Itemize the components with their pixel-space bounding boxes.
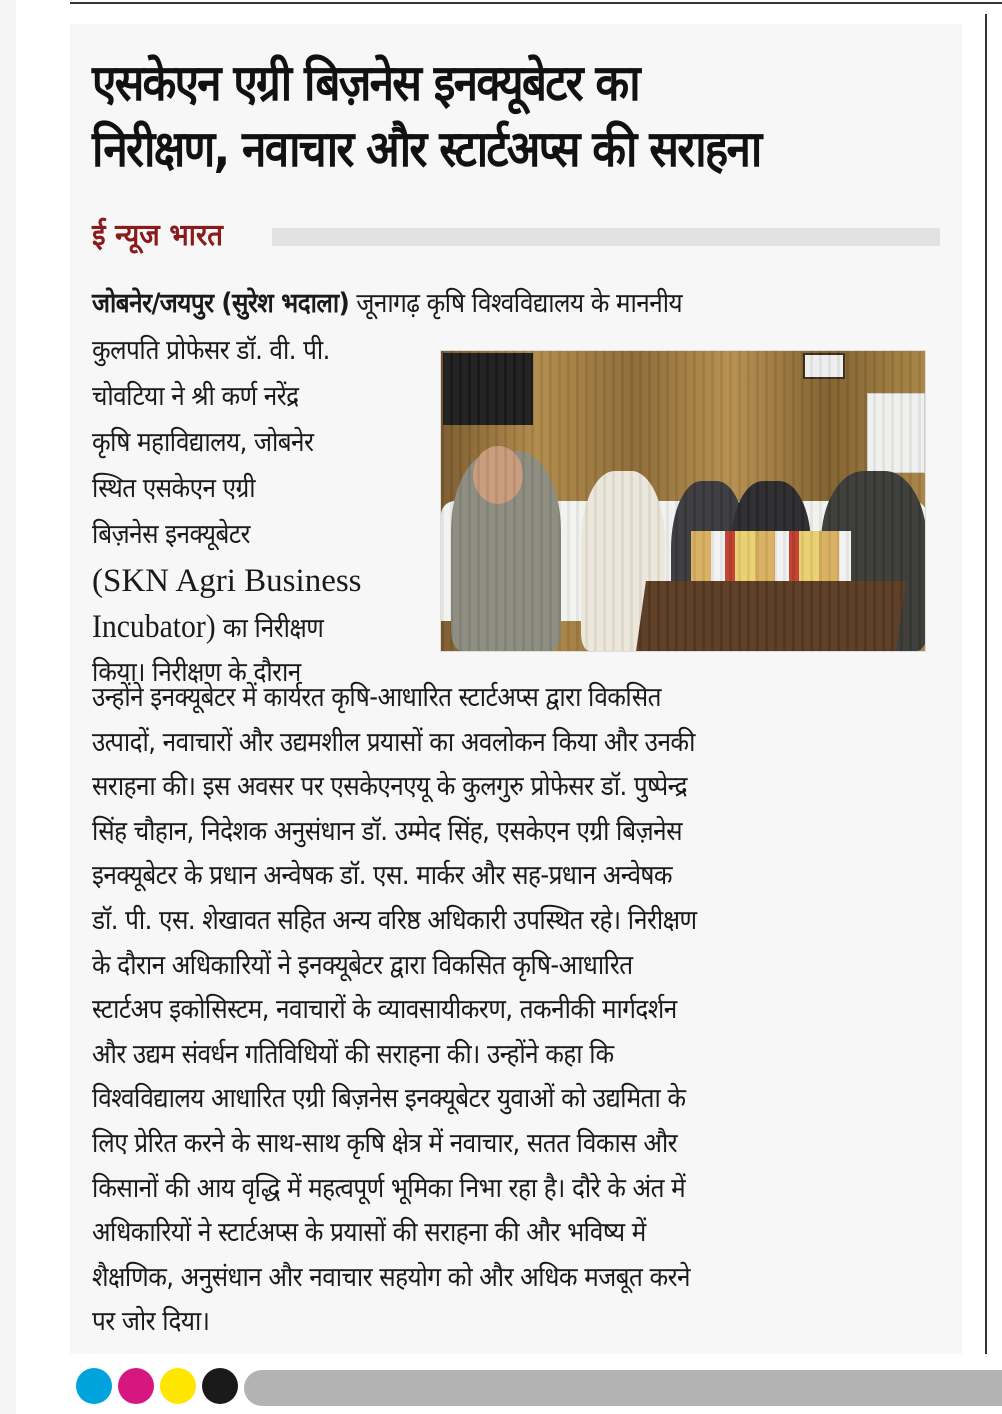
text-line-mixed — [92, 604, 398, 650]
cyan-dot-icon — [76, 1368, 112, 1404]
byline-rule — [272, 228, 940, 246]
column-rule — [985, 14, 987, 1354]
text-line: चोवटिया ने श्री कर्ण नरेंद्र — [92, 381, 299, 412]
news-photo — [440, 350, 926, 652]
headline-line-2: निरीक्षण, नवाचार और स्टार्टअप्स की सराहना — [92, 120, 761, 178]
text-line: शैक्षणिक, अनुसंधान और नवाचार सहयोग को और अधिक मजबूत करने — [92, 1261, 690, 1293]
byline: ई न्यूज भारत — [92, 216, 228, 256]
text-line: स्थित एसकेएन एग्री — [92, 473, 256, 504]
article-body — [92, 676, 952, 1345]
text-line: इनक्यूबेटर के प्रधान अन्वेषक डॉ. एस. मार्कर और सह-प्रधान अन्वेषक — [92, 860, 673, 892]
text-line: किया। निरीक्षण के दौरान — [92, 657, 301, 688]
text-line: सराहना की। इस अवसर पर एसकेएनएयू के कुलगुरु प्रोफेसर डॉ. पुष्पेन्द्र — [92, 771, 687, 803]
news-article — [70, 24, 962, 1354]
text-line: अधिकारियों ने स्टार्टअप्स के प्रयासों की सराहना की और भविष्य में — [92, 1217, 646, 1249]
text-line: पर जोर दिया। — [92, 1306, 210, 1338]
text-line: डॉ. पी. एस. शेखावत सहित अन्य वरिष्ठ अधिकारी उपस्थित रहे। निरीक्षण — [92, 904, 697, 936]
magenta-dot-icon — [118, 1368, 154, 1404]
text-line: उत्पादों, नवाचारों और उद्यमशील प्रयासों का अवलोकन किया और उनकी — [92, 726, 695, 758]
yellow-dot-icon — [160, 1368, 196, 1404]
black-dot-icon — [202, 1368, 238, 1404]
text-line: सिंह चौहान, निदेशक अनुसंधान डॉ. उम्मेद सिंह, एसकेएन एग्री बिज़नेस — [92, 815, 682, 847]
text-line: किसानों की आय वृद्धि में महत्वपूर्ण भूमिका निभा रहा है। दौरे के अंत में — [92, 1172, 686, 1204]
text-line: उन्होंने इनक्यूबेटर में कार्यरत कृषि-आधारित स्टार्टअप्स द्वारा विकसित — [92, 682, 661, 713]
text-line: के दौरान अधिकारियों ने इनक्यूबेटर द्वारा विकसित कृषि-आधारित — [92, 949, 633, 981]
top-rule — [70, 0, 1002, 4]
dateline: जोबनेर/जयपुर (सुरेश भदाला) — [92, 288, 350, 319]
text-line: और उद्यम संवर्धन गतिविधियों की सराहना की। उन्होंने कहा कि — [92, 1038, 614, 1070]
print-registration-strip — [76, 1366, 1002, 1406]
english-phrase: Incubator) — [92, 609, 216, 645]
text-line: कृषि महाविद्यालय, जोबनेर — [92, 427, 314, 458]
text-line: विश्वविद्यालय आधारित एग्री बिज़नेस इनक्यूबेटर युवाओं को उद्यमिता के — [92, 1083, 686, 1115]
gray-strip — [244, 1370, 1002, 1406]
side-column — [92, 328, 432, 696]
hindi-phrase: का निरीक्षण — [215, 613, 324, 644]
text-line: बिज़नेस इनक्यूबेटर — [92, 519, 250, 550]
lead-text: जूनागढ़ कृषि विश्वविद्यालय के माननीय — [349, 288, 683, 319]
headline — [92, 50, 849, 182]
text-line: लिए प्रेरित करने के साथ-साथ कृषि क्षेत्र में नवाचार, सतत विकास और — [92, 1127, 678, 1159]
wood-texture — [441, 351, 925, 651]
lead-paragraph — [92, 282, 866, 326]
byline-row — [92, 216, 940, 256]
text-line-english: (SKN Agri Business — [92, 563, 362, 599]
text-line: स्टार्टअप इकोसिस्टम, नवाचारों के व्यावसायीकरण, तकनीकी मार्गदर्शन — [92, 994, 677, 1026]
headline-line-1: एसकेएन एग्री बिज़नेस इनक्यूबेटर का — [92, 54, 639, 112]
text-line: कुलपति प्रोफेसर डॉ. वी. पी. — [92, 335, 330, 366]
